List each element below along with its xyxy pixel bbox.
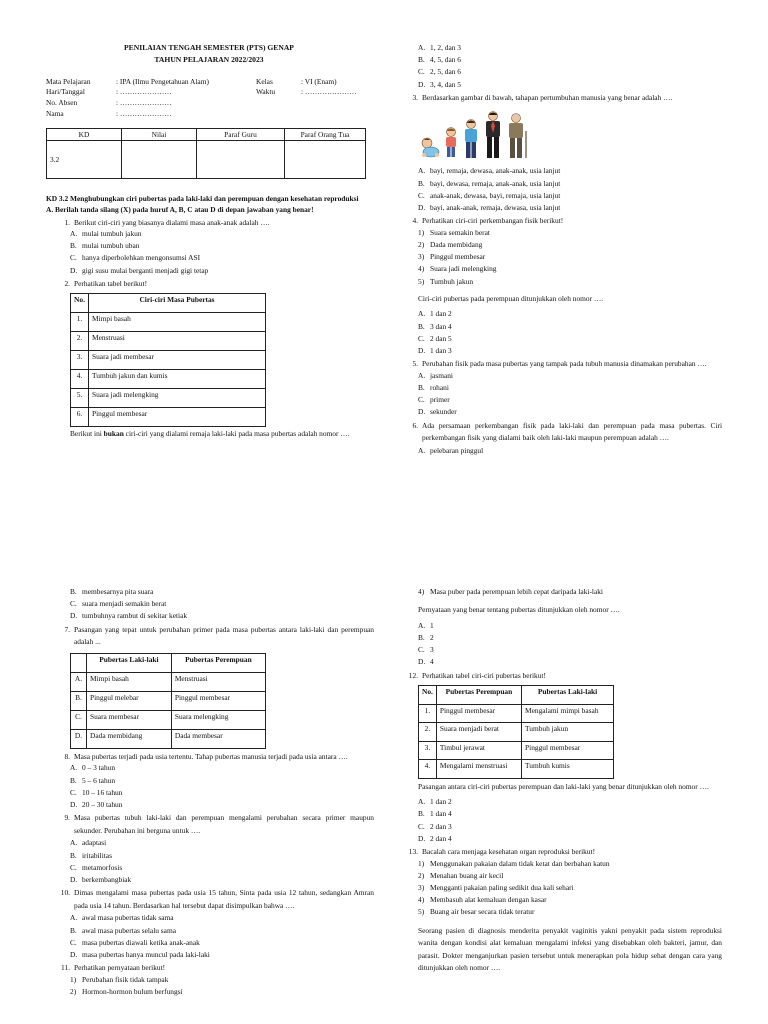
table-row: D. Dada membidang Dada membesar bbox=[71, 729, 266, 748]
list-item: 4) Suara jadi melengking bbox=[418, 264, 497, 274]
kelas-value: : VI (Enam) bbox=[301, 76, 337, 86]
question-11-items bbox=[58, 974, 374, 998]
option-c[interactable]: C. 10 – 16 tahun bbox=[70, 787, 123, 797]
table-row: 4. Tumbuh jakun dan kumis bbox=[71, 370, 266, 389]
list-item: 2) Dada membidang bbox=[418, 239, 483, 249]
option-b[interactable]: B. 4, 5, dan 6 bbox=[418, 55, 461, 65]
option-b[interactable]: B. 1 dan 4 bbox=[418, 809, 452, 819]
question-12-continued bbox=[406, 781, 722, 845]
option-c[interactable]: C. anak-anak, dewasa, bayi, remaja, usia lanjut bbox=[418, 190, 561, 200]
question-8: 8. Masa pubertas terjadi pada usia tertentu. Tahap pubertas manusia terjadi pada usia antara …. bbox=[64, 751, 348, 761]
option-b[interactable]: B. awal masa pubertas selalu sama bbox=[70, 925, 176, 935]
page-2-right-column bbox=[406, 586, 722, 978]
exam-title-line-2: TAHUN PELAJARAN 2022/2023 bbox=[154, 54, 264, 64]
list-item: 1) Menggunakan pakaian dalam tidak ketat dan berbahan katun bbox=[418, 858, 610, 868]
question-2-prompt: Berikut ini bukan ciri-ciri yang dialami remaja laki-laki pada masa pubertas adalah nomor …. bbox=[70, 429, 350, 439]
question-5-options bbox=[406, 370, 722, 419]
header-laki: Pubertas Laki-laki bbox=[522, 686, 614, 705]
child-figure-icon bbox=[443, 127, 459, 159]
human-growth-illustration bbox=[420, 107, 722, 159]
option-d[interactable]: D. 2 dan 4 bbox=[418, 833, 452, 843]
table-row: 4. Mengalami menstruasi Tumbuh kumis bbox=[419, 760, 614, 779]
header-laki: Pubertas Laki-laki bbox=[87, 653, 172, 672]
list-item: 4) Masa puber pada perempuan lebih cepat daripada laki-laki bbox=[418, 587, 603, 596]
nilai-header: Nilai bbox=[122, 129, 197, 141]
nama-label: Nama bbox=[46, 108, 64, 118]
table-row: B. Pinggul melebar Pinggul membesar bbox=[71, 691, 266, 710]
list-item: 3) Pinggul membesar bbox=[418, 252, 486, 262]
paraf-ortu-cell[interactable] bbox=[285, 141, 366, 179]
table-row: 2. Suara menjadi berat Tumbuh jakun bbox=[419, 723, 614, 742]
question-12: 12. Perhatikan tabel ciri-ciri pubertas berikut! bbox=[408, 670, 546, 680]
option-c[interactable]: C. suara menjadi semakin berat bbox=[70, 599, 167, 609]
elderly-figure-icon bbox=[506, 113, 528, 159]
option-b[interactable]: B. bayi, dewasa, remaja, anak-anak, usia lanjut bbox=[418, 178, 561, 188]
pubertas-ciri-table: No. Pubertas Perempuan Pubertas Laki-laki 1. Pinggul membesar Mengalami mimpi basah 2. Suara menjadi berat Tumbuh jakun 3. Timbul jerawat Pinggul membesar 4. Mengalami menstruasi Tumbuh kumis bbox=[418, 685, 614, 779]
option-c[interactable]: C. masa pubertas diawali ketika anak-anak bbox=[70, 937, 200, 947]
kelas-label: Kelas bbox=[256, 76, 273, 86]
teen-figure-icon bbox=[462, 119, 480, 159]
option-a[interactable]: A. 0 – 3 tahun bbox=[70, 763, 116, 773]
table-row: A. Mimpi basah Menstruasi bbox=[71, 672, 266, 691]
question-6-option-a-wrap bbox=[406, 445, 722, 457]
instruction: A. Berilah tanda silang (X) pada huruf A, B, C atau D di depan jawaban yang benar! bbox=[46, 205, 314, 215]
option-a[interactable]: A. bayi, remaja, dewasa, anak-anak, usia lanjut bbox=[418, 166, 561, 176]
question-3-options bbox=[406, 165, 722, 214]
question-11: 11. Perhatikan pernyataan berikut! bbox=[61, 963, 166, 973]
ciri-pubertas-table bbox=[70, 293, 266, 427]
list-item: 5) Tumbuh jakun bbox=[418, 276, 474, 286]
absen-label: No. Absen bbox=[46, 98, 78, 108]
question-2 bbox=[46, 278, 372, 289]
option-b[interactable]: B. rohani bbox=[418, 382, 449, 392]
option-b[interactable]: B. iritabilitas bbox=[70, 850, 112, 860]
table-header-no: No. bbox=[71, 294, 89, 313]
baby-figure-icon bbox=[420, 137, 440, 159]
kd-score-table bbox=[46, 128, 366, 179]
exam-title bbox=[46, 42, 372, 66]
page-2 bbox=[0, 512, 768, 1024]
question-13: 13. Bacalah cara menjaga kesehatan organ reproduksi berikut! bbox=[408, 847, 596, 857]
option-a[interactable]: A. adaptasi bbox=[70, 838, 107, 848]
table-row: 3. Timbul jerawat Pinggul membesar bbox=[419, 741, 614, 760]
waktu-value: : ………………… bbox=[301, 87, 357, 97]
student-info bbox=[46, 77, 372, 119]
option-b[interactable]: B. 5 – 6 tahun bbox=[70, 775, 116, 785]
list-item: 1) Suara semakin berat bbox=[418, 227, 490, 237]
question-1 bbox=[46, 217, 372, 228]
question-13-scenario: Seorang pasien di diagnosis menderita penyakit vaginitis yakni penyakit pada sistem reproduksi wanita dengan kondisi alat kemaluan mengalami infeksi yang disebabkan oleh bakteri, jamur, dan parasit. Dokter menganjurkan pasien tersebut untuk menerapkan pola hidup sehat dengan cara yang ditunjukkan oleh nomor …. bbox=[418, 925, 722, 973]
option-d[interactable]: D. sekunder bbox=[418, 407, 457, 417]
option-d[interactable]: D. gigi susu mulai berganti menjadi gigi tetap bbox=[70, 265, 209, 275]
mapel-label: Mata Pelajaran bbox=[46, 76, 91, 86]
exam-title-line-1: PENILAIAN TENGAH SEMESTER (PTS) GENAP bbox=[124, 43, 294, 52]
option-c[interactable]: C. hanya diperbolehkan mengonsumsi ASI bbox=[70, 253, 201, 263]
question-9-options bbox=[58, 837, 374, 886]
question-4-items bbox=[406, 227, 722, 358]
question-number: 2. bbox=[64, 278, 70, 288]
option-a[interactable]: A. mulai tumbuh jakun bbox=[70, 228, 142, 238]
option-d[interactable]: D. berkembangbiak bbox=[70, 874, 132, 884]
option-a[interactable]: A. awal masa pubertas tidak sama bbox=[70, 913, 174, 923]
absen-value: : ………………… bbox=[116, 98, 172, 108]
question-6: 6. Ada persamaan perkembangan fisik pada laki-laki dan perempuan pada masa pubertas. Ciri perkembangan fisik yang dialami baik oleh laki-laki maupun perempuan adalah …. bbox=[412, 420, 722, 443]
option-a[interactable]: A. 1 dan 2 bbox=[418, 309, 452, 319]
option-c[interactable]: C. 2 dan 3 bbox=[418, 821, 452, 831]
option-b[interactable]: B. membesarnya pita suara bbox=[70, 587, 154, 596]
table-header-ciri: Ciri-ciri Masa Pubertas bbox=[89, 294, 266, 313]
option-a[interactable]: A. 1, 2, dan 3 bbox=[418, 43, 461, 52]
hari-value: : ………………… bbox=[116, 87, 172, 97]
question-12-prompt: Pasangan antara ciri-ciri pubertas perempuan dan laki-laki yang benar ditunjukkan oleh nomor …. bbox=[418, 781, 709, 791]
question-5: 5. Perubahan fisik pada masa pubertas yang tampak pada tubuh manusia dinamakan perubahan …. bbox=[412, 359, 707, 369]
option-a[interactable]: A. 1 bbox=[418, 620, 434, 630]
list-item: 2) Menahan buang air kecil bbox=[418, 870, 504, 880]
question-text: Perhatikan tabel berikut! bbox=[74, 278, 148, 288]
option-a[interactable]: A. 1 dan 2 bbox=[418, 797, 452, 807]
list-item: 4) Membasuh alat kemaluan dengan kasar bbox=[418, 895, 547, 905]
question-3: 3. Berdasarkan gambar di bawah, tahapan pertumbuhan manusia yang benar adalah …. bbox=[412, 92, 673, 102]
table-row: 3. Suara jadi membesar bbox=[71, 351, 266, 370]
page-2-left-column bbox=[58, 586, 374, 998]
option-c[interactable]: C. 2, 5, dan 6 bbox=[418, 67, 461, 77]
question-4: 4. Perhatikan ciri-ciri perkembangan fisik berikut! bbox=[412, 216, 564, 226]
kd-cell: 3.2 bbox=[47, 141, 122, 179]
kd-header: KD bbox=[47, 129, 122, 141]
option-b[interactable]: B. 3 dan 4 bbox=[418, 321, 452, 331]
option-c[interactable]: C. primer bbox=[418, 395, 450, 405]
option-a[interactable]: A. pelebaran pinggul bbox=[418, 445, 484, 455]
paraf-guru-header: Paraf Guru bbox=[197, 129, 285, 141]
question-10: 10. Dimas mengalami masa pubertas pada usia 15 tahun, Sinta pada usia 12 tahun, sedangkan Amran pada usia 14 tahun. Berdasarkan hal tersebut dapat disimpulkan bahwa …. bbox=[60, 888, 374, 910]
option-d[interactable]: D. masa pubertas hanya muncul pada laki-laki bbox=[70, 950, 210, 959]
header-perempuan: Pubertas Perempuan bbox=[436, 686, 521, 705]
list-item: 1) Perubahan fisik tidak tampak bbox=[70, 974, 169, 984]
option-b[interactable]: B. 2 bbox=[418, 633, 434, 643]
question-number: 1. bbox=[64, 217, 70, 227]
option-d[interactable]: D. 3, 4, dan 5 bbox=[418, 79, 461, 89]
table-row: C. Suara membesar Suara melengking bbox=[71, 710, 266, 729]
paraf-guru-cell[interactable] bbox=[197, 141, 285, 179]
option-d[interactable]: D. 20 – 30 tahun bbox=[70, 799, 123, 809]
table-row: 6. Pinggul membesar bbox=[71, 408, 266, 427]
kd-description: KD 3.2 Menghubungkan ciri pubertas pada laki-laki dan perempuan dengan kesehatan reproduksi bbox=[46, 194, 359, 204]
table-row: 1. Pinggul membesar Mengalami mimpi basah bbox=[419, 704, 614, 723]
option-d[interactable]: D. tumbuhnya rambut di sekitar ketiak bbox=[70, 611, 188, 621]
question-4-prompt: Ciri-ciri pubertas pada perempuan ditunjukkan oleh nomor …. bbox=[418, 293, 604, 303]
mapel-value: : IPA (Ilmu Pengetahuan Alam) bbox=[116, 76, 209, 86]
option-d[interactable]: D. 1 dan 3 bbox=[418, 346, 452, 356]
page-1-right-column bbox=[406, 42, 722, 457]
option-b[interactable]: B. mulai tumbuh uban bbox=[70, 241, 140, 251]
option-a[interactable]: A. jasmani bbox=[418, 370, 453, 380]
table-row: 1. Mimpi basah bbox=[71, 313, 266, 332]
table-row: 2. Menstruasi bbox=[71, 332, 266, 351]
question-2-options bbox=[406, 42, 722, 91]
question-10-options bbox=[58, 912, 374, 961]
waktu-label: Waktu bbox=[256, 87, 276, 97]
table-row: 5. Suara jadi melengking bbox=[71, 389, 266, 408]
option-c[interactable]: C. 2 dan 5 bbox=[418, 333, 452, 343]
question-text: Berikut ciri-ciri yang biasanya dialami masa anak-anak adalah …. bbox=[74, 217, 270, 227]
nama-value: : ………………… bbox=[116, 108, 172, 118]
header-perempuan: Pubertas Perempuan bbox=[171, 653, 265, 672]
option-d[interactable]: D. 4 bbox=[418, 657, 434, 667]
pubertas-pair-table bbox=[70, 653, 266, 749]
question-1-options bbox=[46, 228, 372, 277]
nilai-cell[interactable] bbox=[122, 141, 197, 179]
question-11-continued bbox=[406, 586, 722, 669]
question-13-items bbox=[406, 858, 722, 975]
question-7: 7. Pasangan yang tepat untuk perubahan primer pada masa pubertas antara laki-laki dan perempuan adalah ... bbox=[64, 624, 374, 647]
list-item: 5) Buang air besar secara tidak teratur bbox=[418, 907, 535, 917]
adult-figure-icon bbox=[483, 111, 503, 159]
list-item: 2) Hormon-hormon bulum berfungsi bbox=[70, 986, 183, 996]
option-d[interactable]: D. bayi, anak-anak, remaja, dewasa, usia lanjut bbox=[418, 203, 561, 212]
option-c[interactable]: C. 3 bbox=[418, 645, 434, 655]
question-6-options-rest bbox=[58, 586, 374, 623]
question-11-prompt: Pernyataan yang benar tentang pubertas ditunjukkan oleh nomor …. bbox=[418, 605, 620, 615]
question-8-options bbox=[58, 762, 374, 811]
list-item: 3) Mengganti pakaian paling sedikit dua kali sehari bbox=[418, 883, 574, 892]
question-9: 9. Masa pubertas tubuh laki-laki dan perempuan mengalami perubahan secara primer maupun sekunder. Perubahan ini berguna untuk …. bbox=[64, 813, 374, 835]
page-1-left-column bbox=[46, 42, 372, 439]
option-c[interactable]: C. metamorfosis bbox=[70, 862, 123, 872]
paraf-ortu-header: Paraf Orang Tua bbox=[285, 129, 366, 141]
hari-label: Hari/Tanggal bbox=[46, 87, 85, 97]
